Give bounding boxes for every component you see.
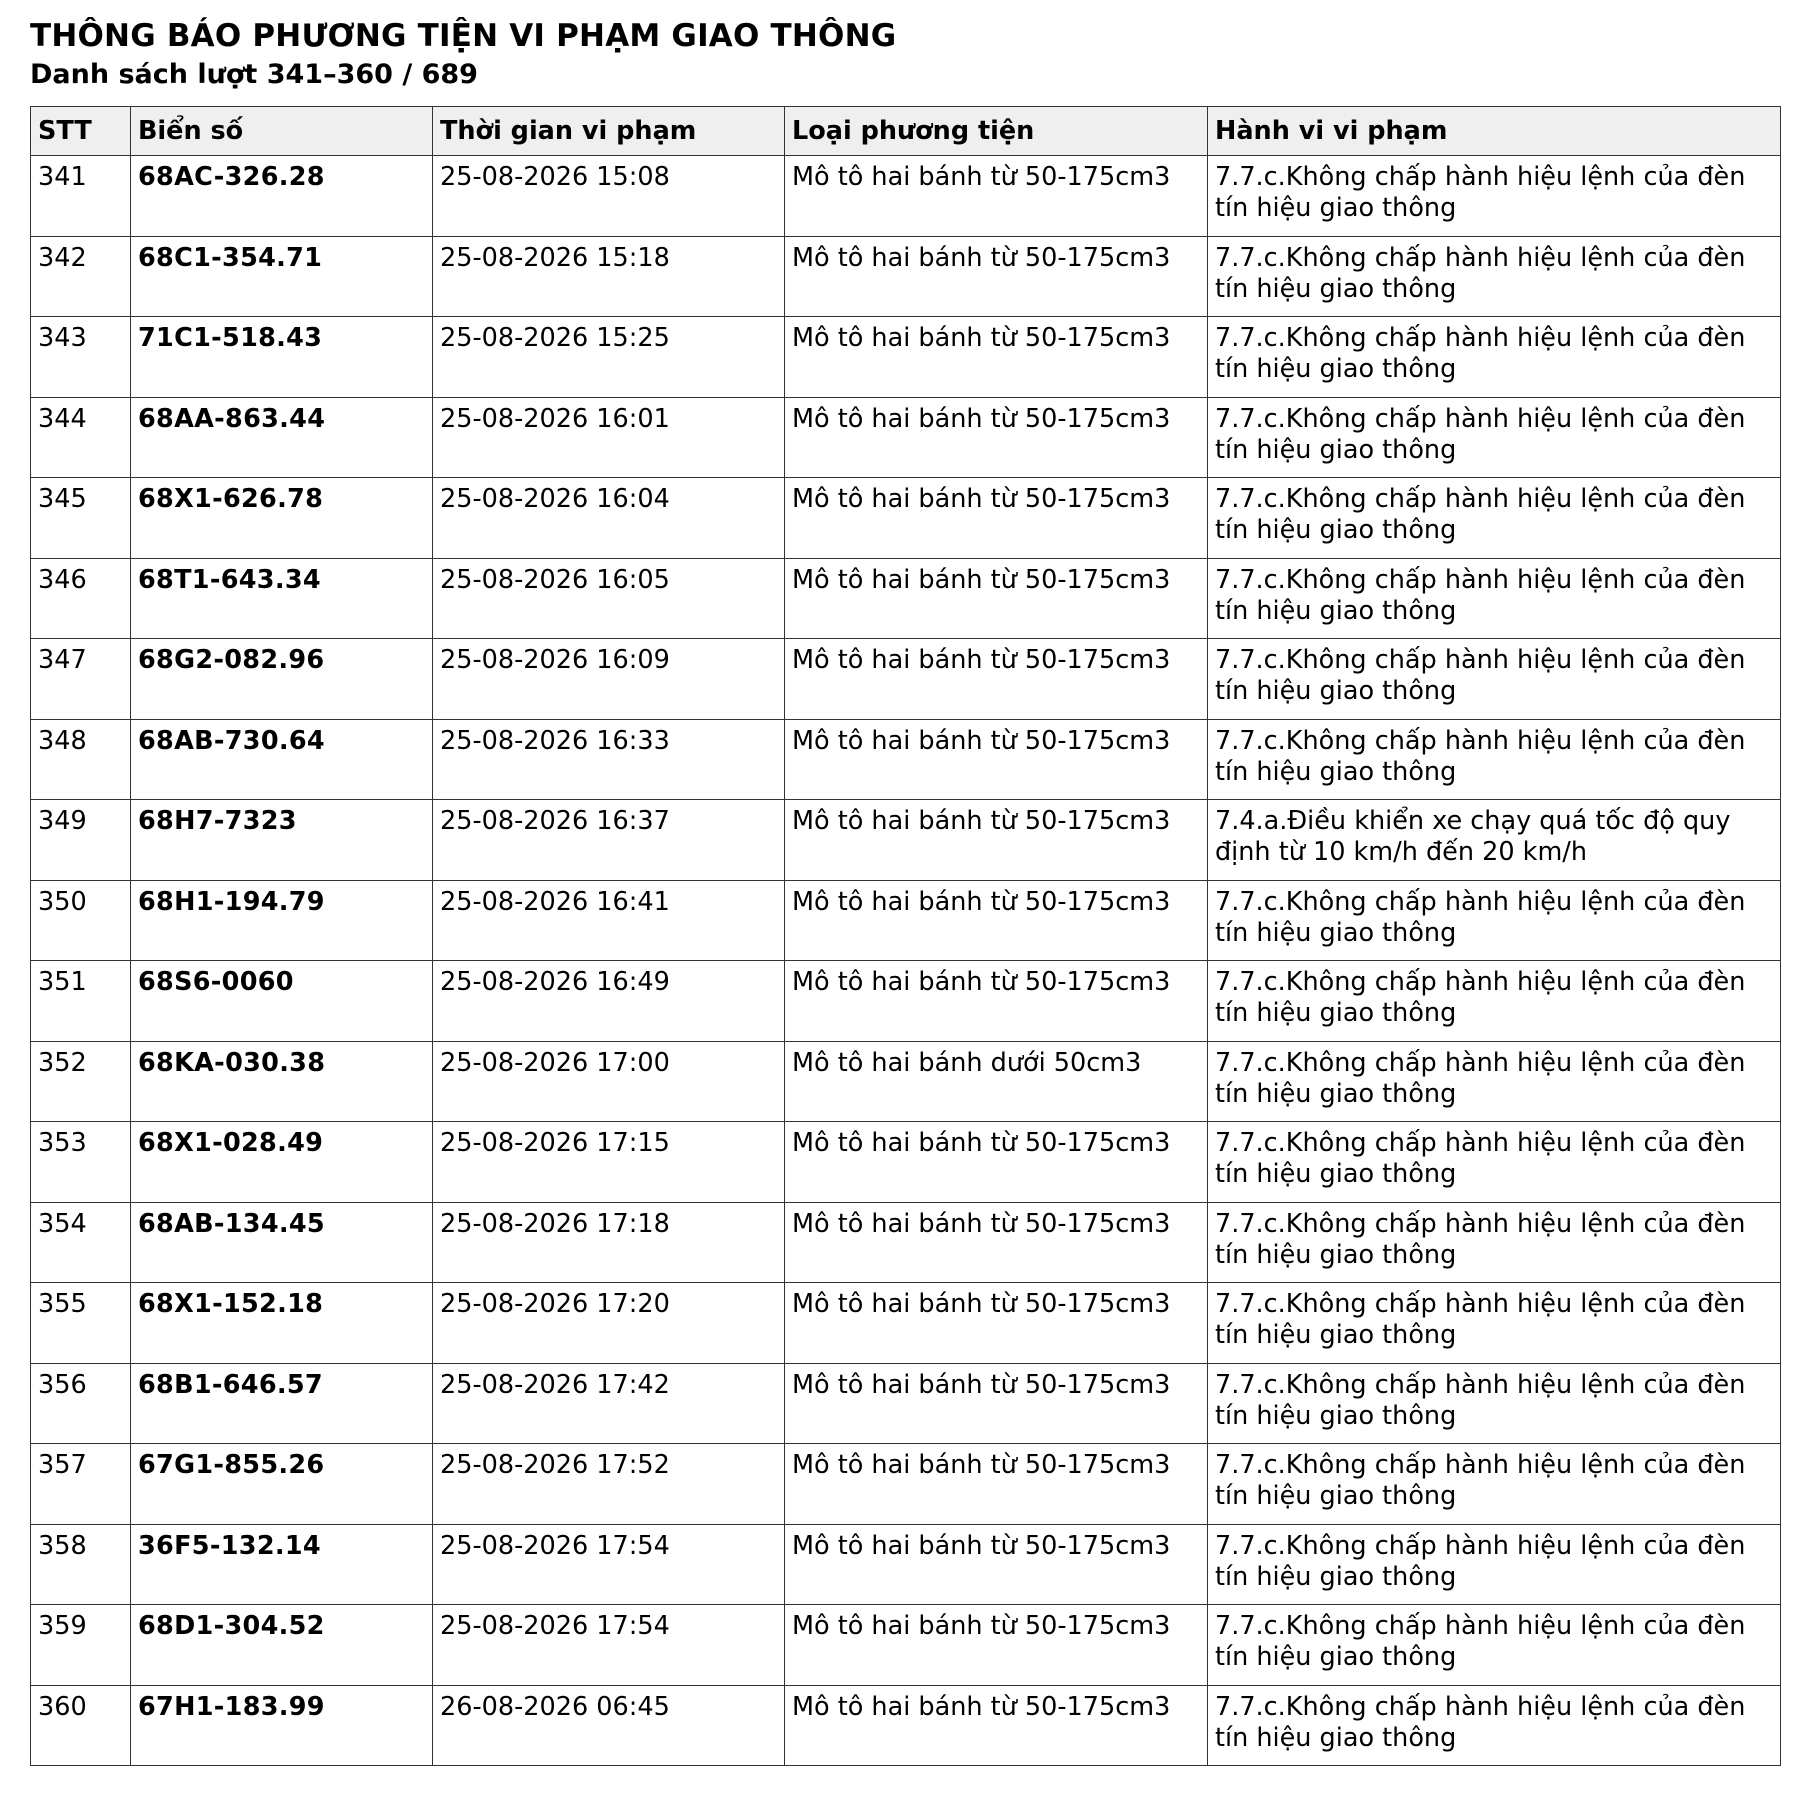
table-row	[31, 1444, 1781, 1525]
cell-time: 25-08-2026 16:09	[433, 639, 785, 720]
cell-stt: 352	[31, 1041, 131, 1122]
cell-vehicle-type: Mô tô hai bánh từ 50-175cm3	[785, 1122, 1208, 1203]
cell-time: 25-08-2026 15:08	[433, 156, 785, 237]
cell-plate: 67G1-855.26	[131, 1444, 433, 1525]
table-row	[31, 156, 1781, 237]
cell-stt: 359	[31, 1605, 131, 1686]
cell-violation: 7.7.c.Không chấp hành hiệu lệnh của đèn tín hiệu giao thông	[1208, 1122, 1781, 1203]
cell-time: 25-08-2026 15:25	[433, 317, 785, 398]
cell-violation: 7.7.c.Không chấp hành hiệu lệnh của đèn tín hiệu giao thông	[1208, 961, 1781, 1042]
cell-violation: 7.4.a.Điều khiển xe chạy quá tốc độ quy định từ 10 km/h đến 20 km/h	[1208, 800, 1781, 881]
cell-plate: 67H1-183.99	[131, 1685, 433, 1766]
table-row	[31, 236, 1781, 317]
cell-time: 25-08-2026 16:49	[433, 961, 785, 1042]
cell-time: 25-08-2026 16:33	[433, 719, 785, 800]
cell-plate: 68C1-354.71	[131, 236, 433, 317]
cell-time: 25-08-2026 17:52	[433, 1444, 785, 1525]
cell-stt: 347	[31, 639, 131, 720]
cell-vehicle-type: Mô tô hai bánh từ 50-175cm3	[785, 317, 1208, 398]
cell-plate: 68H7-7323	[131, 800, 433, 881]
cell-time: 25-08-2026 16:37	[433, 800, 785, 881]
cell-stt: 349	[31, 800, 131, 881]
cell-vehicle-type: Mô tô hai bánh từ 50-175cm3	[785, 478, 1208, 559]
cell-time: 25-08-2026 17:18	[433, 1202, 785, 1283]
table-row	[31, 558, 1781, 639]
cell-plate: 36F5-132.14	[131, 1524, 433, 1605]
cell-vehicle-type: Mô tô hai bánh từ 50-175cm3	[785, 1524, 1208, 1605]
cell-stt: 342	[31, 236, 131, 317]
cell-violation: 7.7.c.Không chấp hành hiệu lệnh của đèn tín hiệu giao thông	[1208, 1685, 1781, 1766]
cell-violation: 7.7.c.Không chấp hành hiệu lệnh của đèn tín hiệu giao thông	[1208, 1283, 1781, 1364]
table-header	[31, 107, 1781, 156]
cell-vehicle-type: Mô tô hai bánh từ 50-175cm3	[785, 236, 1208, 317]
cell-time: 25-08-2026 15:18	[433, 236, 785, 317]
cell-stt: 341	[31, 156, 131, 237]
cell-time: 25-08-2026 17:54	[433, 1605, 785, 1686]
cell-violation: 7.7.c.Không chấp hành hiệu lệnh của đèn tín hiệu giao thông	[1208, 1524, 1781, 1605]
cell-vehicle-type: Mô tô hai bánh từ 50-175cm3	[785, 1202, 1208, 1283]
cell-stt: 360	[31, 1685, 131, 1766]
cell-stt: 348	[31, 719, 131, 800]
table-row	[31, 478, 1781, 559]
table-row	[31, 1605, 1781, 1686]
header-stt: STT	[31, 107, 131, 156]
page-subtitle: Danh sách lượt 341–360 / 689	[30, 59, 478, 90]
cell-plate: 68AA-863.44	[131, 397, 433, 478]
table-body	[31, 156, 1781, 1766]
cell-plate: 68D1-304.52	[131, 1605, 433, 1686]
cell-stt: 356	[31, 1363, 131, 1444]
cell-time: 25-08-2026 16:41	[433, 880, 785, 961]
cell-violation: 7.7.c.Không chấp hành hiệu lệnh của đèn tín hiệu giao thông	[1208, 719, 1781, 800]
cell-plate: 68KA-030.38	[131, 1041, 433, 1122]
cell-plate: 68AB-730.64	[131, 719, 433, 800]
table-row	[31, 1363, 1781, 1444]
cell-vehicle-type: Mô tô hai bánh từ 50-175cm3	[785, 156, 1208, 237]
cell-violation: 7.7.c.Không chấp hành hiệu lệnh của đèn tín hiệu giao thông	[1208, 1202, 1781, 1283]
header-row	[31, 107, 1781, 156]
cell-stt: 353	[31, 1122, 131, 1203]
table-row	[31, 880, 1781, 961]
cell-vehicle-type: Mô tô hai bánh từ 50-175cm3	[785, 1605, 1208, 1686]
table-row	[31, 1041, 1781, 1122]
cell-stt: 357	[31, 1444, 131, 1525]
cell-plate: 68G2-082.96	[131, 639, 433, 720]
header-vehicle-type: Loại phương tiện	[785, 107, 1208, 156]
violations-table	[30, 106, 1781, 1766]
cell-plate: 68X1-626.78	[131, 478, 433, 559]
cell-time: 25-08-2026 17:42	[433, 1363, 785, 1444]
cell-stt: 344	[31, 397, 131, 478]
cell-plate: 68AB-134.45	[131, 1202, 433, 1283]
table-row	[31, 1283, 1781, 1364]
cell-violation: 7.7.c.Không chấp hành hiệu lệnh của đèn tín hiệu giao thông	[1208, 1363, 1781, 1444]
cell-plate: 68X1-028.49	[131, 1122, 433, 1203]
table-row	[31, 1202, 1781, 1283]
header-time: Thời gian vi phạm	[433, 107, 785, 156]
table-row	[31, 1524, 1781, 1605]
cell-stt: 351	[31, 961, 131, 1042]
table-row	[31, 719, 1781, 800]
cell-violation: 7.7.c.Không chấp hành hiệu lệnh của đèn tín hiệu giao thông	[1208, 317, 1781, 398]
page-title: THÔNG BÁO PHƯƠNG TIỆN VI PHẠM GIAO THÔNG	[30, 18, 897, 54]
cell-plate: 71C1-518.43	[131, 317, 433, 398]
table-row	[31, 397, 1781, 478]
cell-violation: 7.7.c.Không chấp hành hiệu lệnh của đèn tín hiệu giao thông	[1208, 1444, 1781, 1525]
cell-violation: 7.7.c.Không chấp hành hiệu lệnh của đèn tín hiệu giao thông	[1208, 236, 1781, 317]
cell-violation: 7.7.c.Không chấp hành hiệu lệnh của đèn tín hiệu giao thông	[1208, 156, 1781, 237]
cell-stt: 350	[31, 880, 131, 961]
cell-stt: 343	[31, 317, 131, 398]
cell-vehicle-type: Mô tô hai bánh từ 50-175cm3	[785, 1444, 1208, 1525]
table-row	[31, 1685, 1781, 1766]
cell-vehicle-type: Mô tô hai bánh từ 50-175cm3	[785, 961, 1208, 1042]
cell-vehicle-type: Mô tô hai bánh từ 50-175cm3	[785, 719, 1208, 800]
cell-vehicle-type: Mô tô hai bánh từ 50-175cm3	[785, 558, 1208, 639]
cell-vehicle-type: Mô tô hai bánh dưới 50cm3	[785, 1041, 1208, 1122]
cell-vehicle-type: Mô tô hai bánh từ 50-175cm3	[785, 880, 1208, 961]
cell-time: 25-08-2026 17:00	[433, 1041, 785, 1122]
cell-plate: 68AC-326.28	[131, 156, 433, 237]
cell-time: 25-08-2026 17:15	[433, 1122, 785, 1203]
header-plate: Biển số	[131, 107, 433, 156]
cell-time: 25-08-2026 16:04	[433, 478, 785, 559]
cell-stt: 345	[31, 478, 131, 559]
cell-violation: 7.7.c.Không chấp hành hiệu lệnh của đèn tín hiệu giao thông	[1208, 1041, 1781, 1122]
cell-violation: 7.7.c.Không chấp hành hiệu lệnh của đèn tín hiệu giao thông	[1208, 478, 1781, 559]
table-row	[31, 800, 1781, 881]
cell-vehicle-type: Mô tô hai bánh từ 50-175cm3	[785, 639, 1208, 720]
cell-plate: 68X1-152.18	[131, 1283, 433, 1364]
cell-stt: 358	[31, 1524, 131, 1605]
cell-vehicle-type: Mô tô hai bánh từ 50-175cm3	[785, 1685, 1208, 1766]
cell-plate: 68S6-0060	[131, 961, 433, 1042]
cell-vehicle-type: Mô tô hai bánh từ 50-175cm3	[785, 1283, 1208, 1364]
cell-violation: 7.7.c.Không chấp hành hiệu lệnh của đèn tín hiệu giao thông	[1208, 558, 1781, 639]
cell-plate: 68T1-643.34	[131, 558, 433, 639]
cell-violation: 7.7.c.Không chấp hành hiệu lệnh của đèn tín hiệu giao thông	[1208, 1605, 1781, 1686]
table-row	[31, 639, 1781, 720]
table-row	[31, 961, 1781, 1042]
cell-stt: 354	[31, 1202, 131, 1283]
cell-stt: 346	[31, 558, 131, 639]
cell-vehicle-type: Mô tô hai bánh từ 50-175cm3	[785, 397, 1208, 478]
cell-time: 25-08-2026 17:20	[433, 1283, 785, 1364]
table-row	[31, 1122, 1781, 1203]
cell-violation: 7.7.c.Không chấp hành hiệu lệnh của đèn tín hiệu giao thông	[1208, 880, 1781, 961]
header-violation: Hành vi vi phạm	[1208, 107, 1781, 156]
cell-time: 25-08-2026 17:54	[433, 1524, 785, 1605]
table-row	[31, 317, 1781, 398]
cell-time: 25-08-2026 16:01	[433, 397, 785, 478]
cell-plate: 68B1-646.57	[131, 1363, 433, 1444]
cell-time: 26-08-2026 06:45	[433, 1685, 785, 1766]
cell-time: 25-08-2026 16:05	[433, 558, 785, 639]
cell-vehicle-type: Mô tô hai bánh từ 50-175cm3	[785, 800, 1208, 881]
cell-violation: 7.7.c.Không chấp hành hiệu lệnh của đèn tín hiệu giao thông	[1208, 639, 1781, 720]
cell-vehicle-type: Mô tô hai bánh từ 50-175cm3	[785, 1363, 1208, 1444]
cell-violation: 7.7.c.Không chấp hành hiệu lệnh của đèn tín hiệu giao thông	[1208, 397, 1781, 478]
cell-plate: 68H1-194.79	[131, 880, 433, 961]
cell-stt: 355	[31, 1283, 131, 1364]
